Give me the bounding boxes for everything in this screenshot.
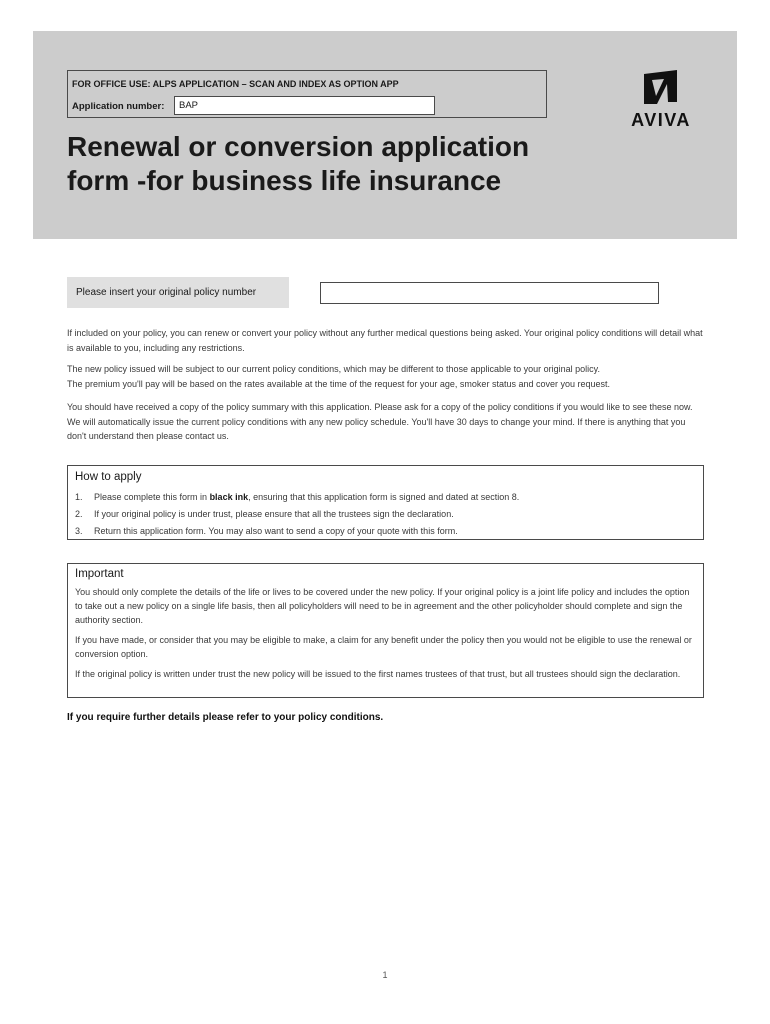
aviva-logo-text: AVIVA (631, 110, 691, 130)
application-number-label: Application number: (72, 101, 165, 112)
page-title: Renewal or conversion application form -for business life insurance (67, 131, 530, 196)
intro-paragraph: You should have received a copy of the policy summary with this application. Please ask for a copy of the policy conditions if you would like to see these now. We will automatically issue the current policy conditions with any new policy schedule. You'll have 30 days to change your mind. If there is anything that you don't understand then please contact us. (67, 402, 693, 441)
list-item-number: 2. (75, 509, 83, 519)
list-item-text: Please complete this form in (94, 492, 210, 502)
important-paragraph: You should only complete the details of the life or lives to be covered under the new policy. If your original policy is a joint life policy and includes the option to take out a new policy on a single life basis, then all policyholders will need to be in agreement and the other policyholder should complete and sign the authority section. (75, 587, 690, 625)
important-paragraph: If the original policy is written under trust the new policy will be issued to the first names trustees of that trust, but all trustees should sign the declaration. (75, 669, 681, 679)
intro-paragraph: The new policy issued will be subject to our current policy conditions, which may be different to those applicable to your original policy. (67, 364, 600, 374)
policy-number-label: Please insert your original policy number (67, 277, 289, 308)
page-number: 1 (382, 970, 388, 980)
list-item (75, 489, 519, 506)
aviva-logo-icon (642, 70, 680, 106)
office-use-box (67, 70, 547, 118)
how-to-apply-panel (67, 465, 704, 540)
aviva-logo (618, 70, 704, 130)
list-item-text: Return this application form. You may also want to send a copy of your quote with this form. (94, 526, 458, 536)
important-heading: Important (75, 568, 124, 580)
list-item (75, 506, 519, 523)
office-use-title: FOR OFFICE USE: ALPS APPLICATION – SCAN AND INDEX AS OPTION APP (72, 79, 399, 89)
important-paragraph: If you have made, or consider that you may be eligible to make, a claim for any benefit under the policy then you would not be eligible to use the renewal or conversion option. (75, 635, 692, 659)
list-item-emphasis: black ink (209, 492, 249, 502)
intro-paragraph: The premium you'll pay will be based on the rates available at the time of the request for your age, smoker status and cover you request. (67, 379, 611, 389)
important-panel (67, 563, 704, 698)
how-to-apply-list (75, 489, 519, 540)
list-item-text: , ensuring that this application form is signed and dated at section 8. (248, 492, 520, 502)
application-number-field[interactable]: BAP (174, 96, 435, 115)
list-item (75, 523, 519, 540)
list-item-text: If your original policy is under trust, please ensure that all the trustees sign the declaration. (94, 509, 454, 519)
policy-number-input[interactable] (320, 282, 659, 304)
how-to-apply-heading: How to apply (75, 471, 142, 483)
list-item-number: 1. (75, 492, 83, 502)
list-item-number: 3. (75, 526, 83, 536)
intro-paragraph: If included on your policy, you can renew or convert your policy without any further medical questions being asked. Your original policy conditions will detail what is available to you, including any restrictions. (67, 328, 703, 353)
further-details-note: If you require further details please refer to your policy conditions. (67, 712, 384, 723)
